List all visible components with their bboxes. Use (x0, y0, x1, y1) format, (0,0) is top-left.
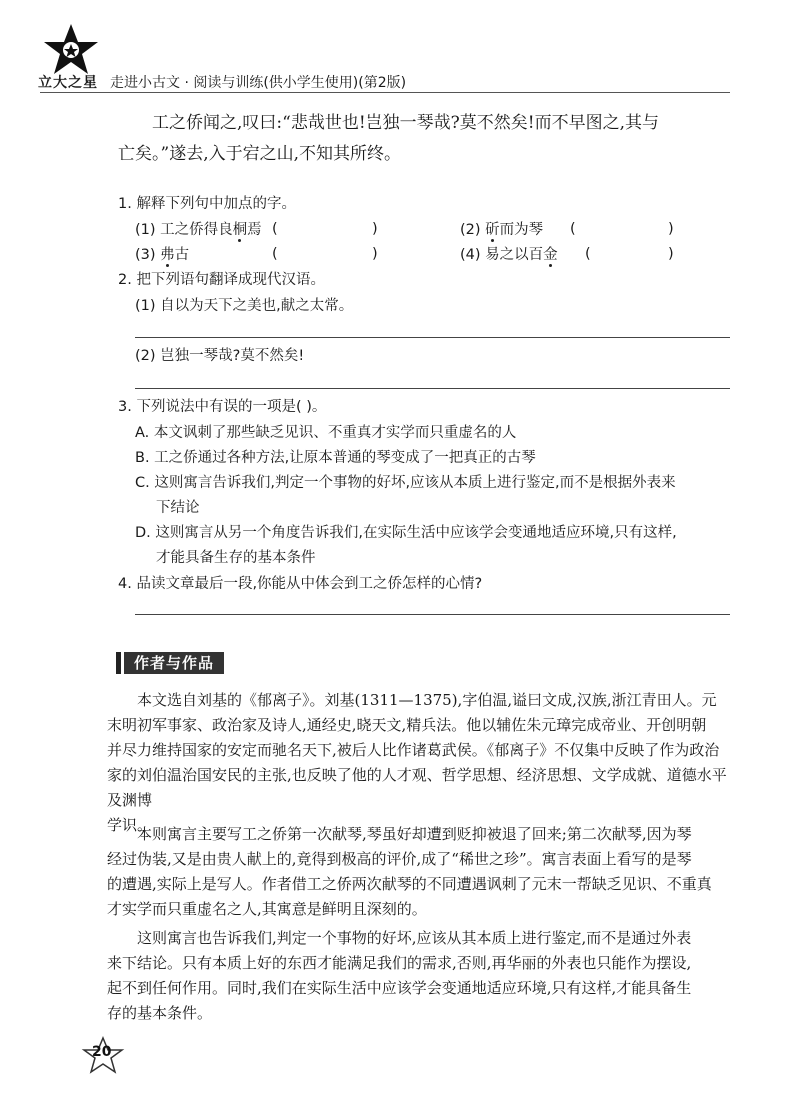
intro-paragraph-1 (107, 688, 733, 838)
answer-line[interactable] (135, 337, 730, 338)
answer-paren-close: ) (372, 246, 378, 262)
q3-option-b: B. 工之侨通过各种方法,让原本普通的琴变成了一把真正的古琴 (135, 450, 536, 466)
classical-passage (118, 108, 733, 170)
q3-option-d-cont: 才能具备生存的基本条件 (156, 550, 316, 566)
answer-line[interactable] (135, 388, 730, 389)
paragraph-line: 的遭遇,实际上是写人。作者借工之侨两次献琴的不同遭遇讽刺了元末一帮缺乏见识、不重真 (107, 875, 712, 893)
q2-item-1: (1) 自以为天下之美也,献之太常。 (135, 298, 354, 314)
q1-item-3: (3) 弗古 (135, 247, 190, 263)
passage-line: 亡矣。”遂去,入于宕之山,不知其所终。 (118, 144, 401, 164)
header-divider (40, 92, 730, 93)
paragraph-line: 这则寓言也告诉我们,判定一个事物的好坏,应该从其本质上进行鉴定,而不是通过外表 (137, 929, 692, 947)
q1-item-4: (4) 易之以百金 (460, 247, 558, 263)
paragraph-line: 来下结论。只有本质上好的东西才能满足我们的需求,否则,再华丽的外表也只能作为摆设, (107, 954, 692, 972)
q1-item-2: (2) 斫而为琴 (460, 222, 544, 238)
q2-item-2: (2) 岂独一琴哉?莫不然矣! (135, 348, 305, 364)
q3-option-c: C. 这则寓言告诉我们,判定一个事物的好坏,应该从本质上进行鉴定,而不是根据外表来 (135, 475, 676, 491)
section-heading (116, 650, 224, 676)
answer-paren-open[interactable]: ( (272, 246, 278, 262)
paragraph-line: 本则寓言主要写工之侨第一次献琴,琴虽好却遭到贬抑被退了回来;第二次献琴,因为琴 (137, 825, 692, 843)
question-4-title: 4. 品读文章最后一段,你能从中体会到工之侨怎样的心情? (118, 576, 483, 592)
question-3-title: 3. 下列说法中有误的一项是( )。 (118, 399, 327, 415)
q3-option-c-cont: 下结论 (156, 500, 200, 516)
answer-paren-open[interactable]: ( (272, 221, 278, 237)
dotted-char: 弗 (160, 247, 175, 263)
section-bar-icon (116, 652, 121, 674)
answer-paren-close: ) (668, 246, 674, 262)
dotted-char: 桐 (232, 222, 248, 238)
q1-item-1: (1) 工之侨得良桐焉 (135, 222, 262, 238)
answer-line[interactable] (135, 614, 730, 615)
dotted-char: 斫 (485, 222, 500, 238)
star-logo-icon (40, 22, 102, 78)
q3-option-d: D. 这则寓言从另一个角度告诉我们,在实际生活中应该学会变通地适应环境,只有这样, (135, 525, 677, 541)
passage-line: 工之侨闻之,叹曰:“悲哉世也!岂独一琴哉?莫不然矣!而不早图之,其与 (152, 113, 660, 133)
page-number: 20 (92, 1044, 112, 1060)
intro-paragraph-2 (107, 822, 733, 922)
answer-paren-close: ) (372, 221, 378, 237)
intro-paragraph-3 (107, 926, 733, 1026)
paragraph-line: 才实学而只重虚名之人,其寓意是鲜明且深刻的。 (107, 900, 427, 918)
question-2-title: 2. 把下列语句翻译成现代汉语。 (118, 272, 325, 288)
paragraph-line: 本文选自刘基的《郁离子》。刘基(1311—1375),字伯温,谥曰文成,汉族,浙江青田人。元 (137, 691, 717, 709)
section-title: 作者与作品 (124, 652, 224, 674)
paragraph-line: 并尽力维持国家的安定而驰名天下,被后人比作诸葛武侯。《郁离子》不仅集中反映了作为政治 (107, 741, 720, 759)
dotted-char: 金 (543, 247, 558, 263)
paragraph-line: 学识。 (107, 816, 153, 834)
paragraph-line: 经过伪装,又是由贵人献上的,竟得到极高的评价,成了“稀世之珍”。寓言表面上看写的是琴 (107, 850, 692, 868)
paragraph-line: 起不到任何作用。同时,我们在实际生活中应该学会变通地适应环境,只有这样,才能具备生 (107, 979, 692, 997)
series-title: 走进小古文 · 阅读与训练(供小学生使用)(第2版) (110, 75, 407, 91)
answer-paren-open[interactable]: ( (585, 246, 591, 262)
paragraph-line: 末明初军事家、政治家及诗人,通经史,晓天文,精兵法。他以辅佐朱元璋完成帝业、开创明朝 (107, 716, 707, 734)
brand-name: 立大之星 (38, 75, 98, 91)
answer-paren-close: ) (668, 221, 674, 237)
paragraph-line: 家的刘伯温治国安民的主张,也反映了他的人才观、哲学思想、经济思想、文学成就、道德水平及渊博 (107, 766, 727, 809)
q3-option-a: A. 本文讽刺了那些缺乏见识、不重真才实学而只重虚名的人 (135, 425, 517, 441)
paragraph-line: 存的基本条件。 (107, 1004, 213, 1022)
question-1-title: 1. 解释下列句中加点的字。 (118, 196, 296, 212)
answer-paren-open[interactable]: ( (570, 221, 576, 237)
